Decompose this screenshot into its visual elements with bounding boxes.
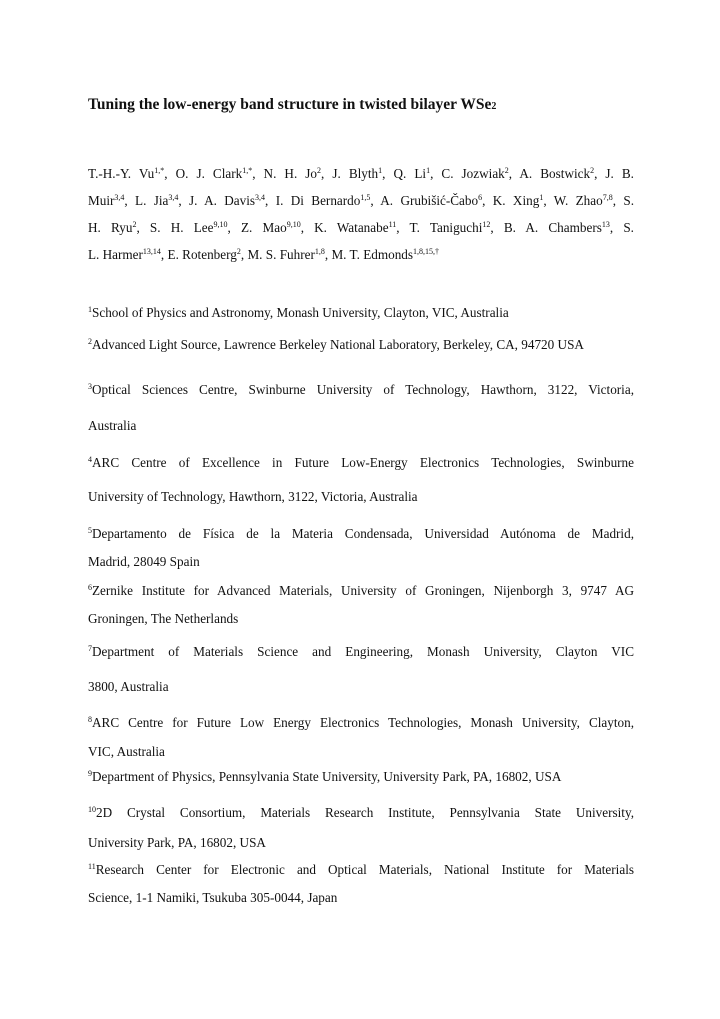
author-name: , M. S. Fuhrer	[240, 247, 315, 262]
affiliation-line	[88, 480, 634, 514]
affiliation-number: 8	[88, 715, 92, 724]
affiliation-line	[88, 669, 634, 704]
author-affiliation-marker: 6	[478, 193, 483, 202]
author-affiliation-marker: 1	[539, 193, 544, 202]
affiliation-line	[88, 828, 634, 858]
affiliation-line	[88, 446, 634, 480]
author-list	[88, 160, 634, 268]
author-affiliation-marker: 3,4	[255, 193, 266, 202]
affiliation-number: 10	[88, 805, 96, 814]
author-name: , C. Jozwiak	[430, 166, 505, 181]
author-name: , S.	[612, 193, 634, 208]
affiliation-number: 4	[88, 455, 92, 464]
affiliation-text: School of Physics and Astronomy, Monash University, Clayton, VIC, Australia	[92, 305, 509, 320]
affiliation-number: 1	[88, 305, 92, 314]
author-line	[88, 214, 634, 241]
affiliation-text: University Park, PA, 16802, USA	[88, 835, 266, 850]
author-name: , T. Taniguchi	[396, 220, 483, 235]
affiliation-text: 2D Crystal Consortium, Materials Research Institute, Pennsylvania State University,	[96, 805, 634, 820]
affiliation-number: 2	[88, 337, 92, 346]
affiliation-number: 5	[88, 526, 92, 535]
affiliation-text: Advanced Light Source, Lawrence Berkeley National Laboratory, Berkeley, CA, 94720 USA	[92, 337, 584, 352]
affiliation-line	[88, 856, 634, 884]
affiliation-text: Department of Physics, Pennsylvania State University, University Park, PA, 16802, USA	[92, 769, 562, 784]
affiliation	[88, 520, 634, 576]
author-affiliation-marker: 2	[504, 166, 509, 175]
affiliation	[88, 765, 634, 789]
author-affiliation-marker: 11	[388, 220, 397, 229]
affiliation-line	[88, 737, 634, 766]
author-affiliation-marker: 2	[132, 220, 137, 229]
author-affiliation-marker: 12	[482, 220, 491, 229]
author-name: , K. Watanabe	[300, 220, 389, 235]
affiliation-line	[88, 765, 634, 789]
author-name: , Z. Mao	[227, 220, 287, 235]
affiliation-text: ARC Centre for Future Low Energy Electronics Technologies, Monash University, Clayton,	[92, 715, 634, 730]
affiliation-line	[88, 634, 634, 669]
author-affiliation-marker: 1,*	[242, 166, 253, 175]
affiliation	[88, 446, 634, 514]
author-name: , W. Zhao	[543, 193, 603, 208]
affiliation-text: Groningen, The Netherlands	[88, 611, 239, 626]
author-affiliation-marker: 2	[590, 166, 595, 175]
author-name: , K. Xing	[482, 193, 540, 208]
affiliation-text: Department of Materials Science and Engineering, Monash University, Clayton VIC	[92, 644, 634, 659]
author-affiliation-marker: 7,8	[602, 193, 613, 202]
affiliation	[88, 634, 634, 704]
affiliation-text: Madrid, 28049 Spain	[88, 554, 200, 569]
affiliation-number: 9	[88, 769, 92, 778]
author-name: , N. H. Jo	[252, 166, 318, 181]
affiliation	[88, 798, 634, 858]
affiliation-text: Science, 1-1 Namiki, Tsukuba 305-0044, Japan	[88, 890, 338, 905]
affiliation	[88, 301, 634, 325]
author-name: T.-H.-Y. Vu	[88, 166, 155, 181]
author-name: , J. Blyth	[321, 166, 379, 181]
affiliation-number: 7	[88, 644, 92, 653]
author-name: , A. Bostwick	[508, 166, 591, 181]
affiliation-line	[88, 884, 634, 912]
author-affiliation-marker: 1,8,15,†	[413, 247, 440, 256]
author-name: , S. H. Lee	[136, 220, 214, 235]
author-line	[88, 187, 634, 214]
affiliation-number: 11	[88, 862, 96, 871]
author-affiliation-marker: 3,4	[168, 193, 179, 202]
author-name: , O. J. Clark	[164, 166, 243, 181]
affiliation-number: 3	[88, 382, 92, 391]
affiliation	[88, 708, 634, 766]
affiliation-line	[88, 333, 634, 357]
author-name: L. Harmer	[88, 247, 143, 262]
author-affiliation-marker: 1,5	[360, 193, 371, 202]
author-name: , J. B.	[594, 166, 634, 181]
author-affiliation-marker: 2	[317, 166, 322, 175]
author-name: H. Ryu	[88, 220, 133, 235]
author-affiliation-marker: 9,10	[213, 220, 228, 229]
author-affiliation-marker: 13	[601, 220, 610, 229]
author-name: , Q. Li	[382, 166, 427, 181]
author-affiliation-marker: 1,*	[154, 166, 165, 175]
affiliation-line	[88, 520, 634, 548]
affiliation-text: Australia	[88, 418, 137, 433]
author-name: Muir	[88, 193, 115, 208]
author-name: , A. Grubišić-Čabo	[370, 193, 479, 208]
title-text: Tuning the low-energy band structure in twisted bilayer WSe	[88, 96, 492, 113]
affiliation-text: VIC, Australia	[88, 744, 165, 759]
affiliation-line	[88, 605, 634, 633]
affiliation-line	[88, 798, 634, 828]
affiliation-line	[88, 372, 634, 408]
affiliation-line	[88, 548, 634, 576]
author-name: , E. Rotenberg	[160, 247, 237, 262]
affiliation	[88, 577, 634, 633]
author-line	[88, 160, 634, 187]
author-name: , I. Di Bernardo	[265, 193, 361, 208]
author-affiliation-marker: 13,14	[142, 247, 161, 256]
author-name: , B. A. Chambers	[490, 220, 602, 235]
affiliation-text: 3800, Australia	[88, 679, 169, 694]
author-affiliation-marker: 3,4	[114, 193, 125, 202]
author-line	[88, 241, 634, 268]
affiliation-text: University of Technology, Hawthorn, 3122, Victoria, Australia	[88, 489, 418, 504]
affiliation	[88, 372, 634, 444]
affiliation-text: Departamento de Física de la Materia Condensada, Universidad Autónoma de Madrid,	[92, 526, 634, 541]
author-name: , M. T. Edmonds	[324, 247, 414, 262]
affiliation-line	[88, 708, 634, 737]
title-subscript: 2	[491, 101, 497, 112]
author-name: , S.	[609, 220, 634, 235]
author-affiliation-marker: 1,8	[314, 247, 325, 256]
affiliation-text: ARC Centre of Excellence in Future Low-Energy Electronics Technologies, Swinburne	[92, 455, 634, 470]
affiliation-text: Research Center for Electronic and Optical Materials, National Institute for Materials	[95, 862, 634, 877]
affiliation-line	[88, 301, 634, 325]
affiliation	[88, 856, 634, 912]
author-name: , J. A. Davis	[178, 193, 256, 208]
author-affiliation-marker: 2	[236, 247, 241, 256]
author-affiliation-marker: 1	[378, 166, 383, 175]
author-affiliation-marker: 9,10	[286, 220, 301, 229]
affiliation-text: Optical Sciences Centre, Swinburne University of Technology, Hawthorn, 3122, Victoria,	[92, 382, 634, 397]
affiliation	[88, 333, 634, 357]
affiliation-text: Zernike Institute for Advanced Materials, University of Groningen, Nijenborgh 3, 9747 AG	[92, 583, 634, 598]
author-name: , L. Jia	[124, 193, 169, 208]
paper-title	[88, 96, 496, 114]
affiliation-number: 6	[88, 583, 92, 592]
affiliation-line	[88, 408, 634, 444]
author-affiliation-marker: 1	[426, 166, 431, 175]
affiliation-line	[88, 577, 634, 605]
